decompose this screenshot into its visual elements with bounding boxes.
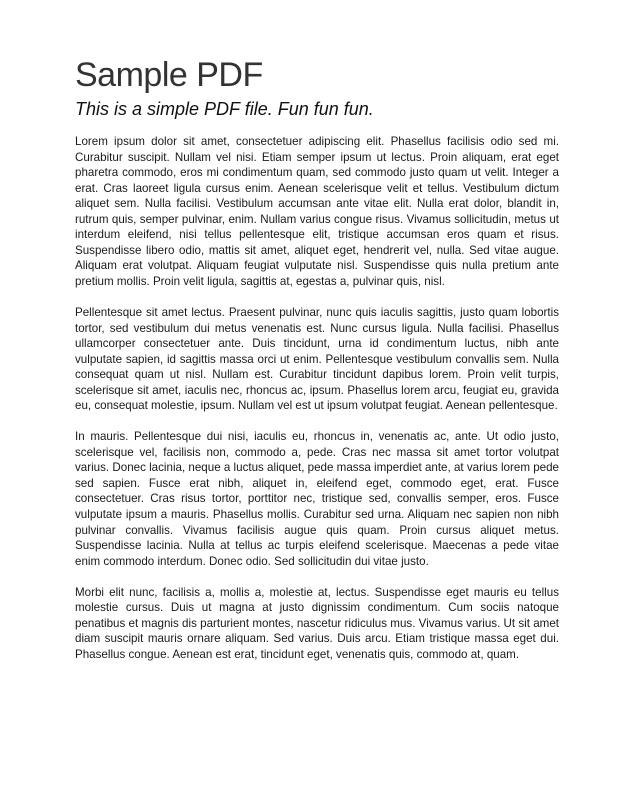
body-paragraph-2: Pellentesque sit amet lectus. Praesent pulvinar, nunc quis iaculis sagittis, justo quam lobortis tortor, sed vestibulum dui metus venenatis est. Nunc cursus ligula. Nulla facilisi. Phasellus ullamcorper consectetuer ante. Duis tincidunt, urna id condimentum luctus, nibh ante vulputate sapien, id sagittis massa orci ut enim. Pellentesque vestibulum convallis sem. Nulla consequat quam ut nisl. Nullam est. Curabitur tincidunt dapibus lorem. Proin velit turpis, scelerisque sit amet, iaculis nec, rhoncus ac, ipsum. Phasellus lorem arcu, feugiat eu, gravida eu, consequat molestie, ipsum. Nullam vel est ut ipsum volutpat feugiat. Aenean pellentesque. bbox=[75, 305, 559, 413]
body-paragraph-1: Lorem ipsum dolor sit amet, consectetuer adipiscing elit. Phasellus facilisis odio sed mi. Curabitur suscipit. Nullam vel nisi. Etiam semper ipsum ut lectus. Proin aliquam, erat eget pharetra commodo, eros mi condimentum quam, sed commodo justo quam ut velit. Integer a erat. Cras laoreet ligula cursus enim. Aenean scelerisque velit et tellus. Vestibulum dictum aliquet sem. Nulla facilisi. Vestibulum accumsan ante vitae elit. Nulla erat dolor, blandit in, rutrum quis, semper pulvinar, enim. Nullam varius congue risus. Vivamus sollicitudin, metus ut interdum eleifend, nisi tellus pellentesque elit, tristique accumsan eros quam et risus. Suspendisse libero odio, mattis sit amet, aliquet eget, hendrerit vel, nulla. Sed vitae augue. Aliquam erat volutpat. Aliquam feugiat vulputate nisl. Suspendisse quis nulla pretium ante pretium mollis. Proin velit ligula, sagittis at, egestas a, pulvinar quis, nisl. bbox=[75, 135, 559, 288]
document-title: Sample PDF bbox=[75, 56, 263, 94]
body-paragraph-4: Morbi elit nunc, facilisis a, mollis a, molestie at, lectus. Suspendisse eget mauris eu tellus molestie cursus. Duis ut magna at justo dignissim condimentum. Cum sociis natoque penatibus et magnis dis parturient montes, nascetur ridiculus mus. Vivamus varius. Ut sit amet diam suscipit mauris ornare aliquam. Sed varius. Duis arcu. Etiam tristique massa eget dui. Phasellus congue. Aenean est erat, tincidunt eget, venenatis quis, commodo at, quam. bbox=[75, 585, 559, 661]
document-body bbox=[75, 134, 559, 662]
document-subtitle: This is a simple PDF file. Fun fun fun. bbox=[75, 99, 374, 119]
pdf-page bbox=[75, 56, 559, 678]
body-paragraph-3: In mauris. Pellentesque dui nisi, iaculis eu, rhoncus in, venenatis ac, ante. Ut odio justo, scelerisque vel, facilisis non, commodo a, pede. Cras nec massa sit amet tortor volutpat varius. Donec lacinia, neque a luctus aliquet, pede massa imperdiet ante, at varius lorem pede sed sapien. Fusce erat nibh, aliquet in, eleifend eget, commodo eget, erat. Fusce consectetuer. Cras risus tortor, porttitor nec, tristique sed, convallis semper, eros. Fusce vulputate ipsum a mauris. Phasellus mollis. Curabitur sed urna. Aliquam nec sapien non nibh pulvinar convallis. Vivamus facilisis augue quis quam. Proin cursus aliquet metus. Suspendisse lacinia. Nulla at tellus ac turpis eleifend scelerisque. Maecenas a pede vitae enim commodo interdum. Donec odio. Sed sollicitudin dui vitae justo. bbox=[75, 430, 559, 568]
